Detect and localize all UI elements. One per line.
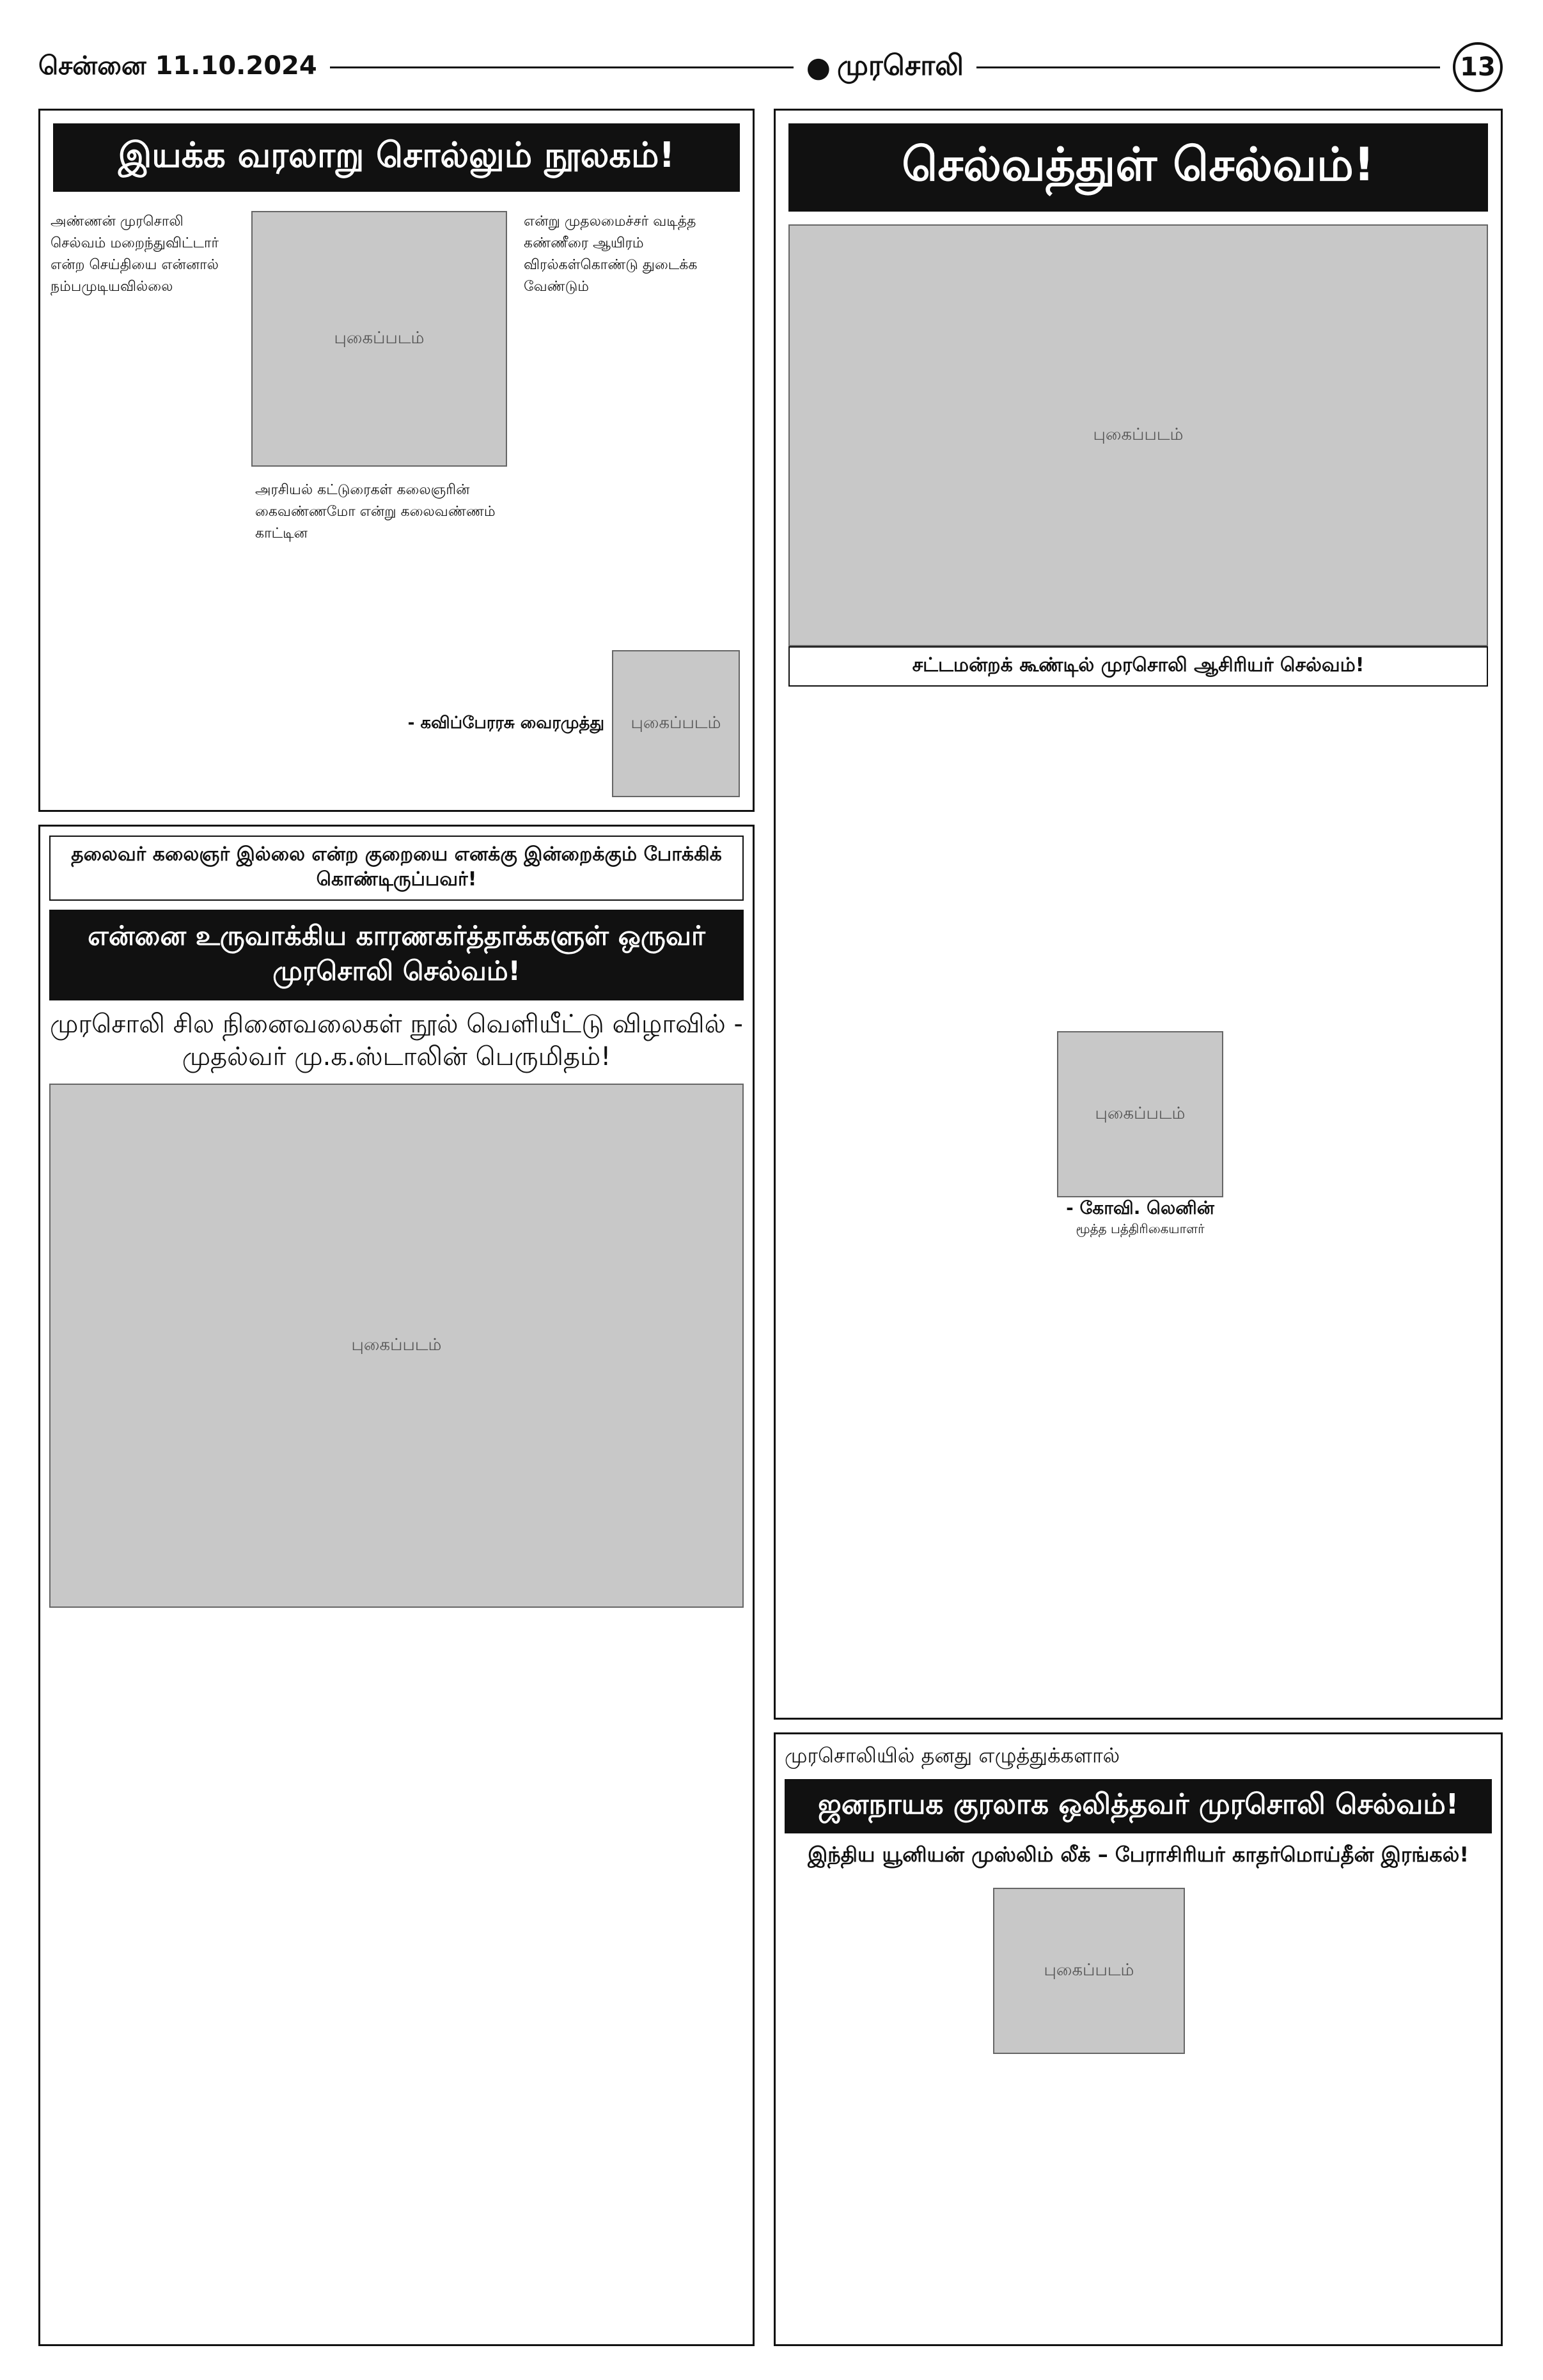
right-top-author: - கோவி. லெனின்	[1066, 1197, 1214, 1218]
header-rule-2	[976, 66, 1440, 68]
masthead-name: முரசொலி	[837, 49, 964, 82]
article-left-mid	[38, 825, 755, 2346]
right-top-title: செல்வத்துள் செல்வம்!	[788, 123, 1488, 212]
right-top-author-role: மூத்த பத்திரிகையாளர்	[1076, 1221, 1205, 1236]
book-release-photo: புகைப்படம்	[49, 1084, 744, 1608]
left-subhead: முரசொலி சில நினைவலைகள் நூல் வெளியீட்டு விழாவில் - முதல்வர் மு.க.ஸ்டாலின் பெருமிதம்!	[49, 1009, 743, 1071]
left-kicker: தலைவர் கலைஞர் இல்லை என்ற குறையை எனக்கு இன்றைக்கும் போக்கிக் கொண்டிருப்பவர்!	[49, 836, 744, 901]
poem-title: இயக்க வரலாறு சொல்லும் நூலகம்!	[53, 123, 740, 192]
right-top-caption: சட்டமன்றக் கூண்டில் முரசொலி ஆசிரியர் செல்வம்!	[788, 646, 1488, 687]
header-rule	[330, 66, 794, 68]
poem-author: - கவிப்பேரரசு வைரமுத்து	[407, 713, 604, 733]
poem-col-2: அரசியல் கட்டுரைகள் கலைஞரின் கைவண்ணமோ என்று கலைவண்ணம் காட்டின	[255, 482, 496, 542]
article-right-bottom	[774, 1732, 1503, 2346]
page-header	[38, 38, 1503, 96]
masthead	[806, 49, 964, 86]
poem-photo: புகைப்படம்	[251, 211, 507, 467]
right-bottom-subhead: இந்திய யூனியன் முஸ்லிம் லீக் – பேராசிரியர் காதர்மொய்தீன் இரங்கல்!	[808, 1842, 1469, 1867]
right-bottom-kicker: முரசொலியில் தனது எழுத்துக்களால்	[785, 1743, 1120, 1768]
page-number: 13	[1453, 42, 1503, 92]
poem-box	[38, 109, 755, 812]
lenin-photo: புகைப்படம்	[1057, 1031, 1223, 1197]
poem-col-3: என்று முதலமைச்சர் வடித்த கண்ணீரை ஆயிரம் விரல்கள்கொண்டு துடைக்க வேண்டும்	[524, 214, 698, 295]
poem-col-1: அண்ணன் முரசொலி செல்வம் மறைந்துவிட்டார் என்ற செய்தியை என்னால் நம்பமுடியவில்லை	[51, 214, 219, 295]
article-right-top	[774, 109, 1503, 1720]
assembly-photo: புகைப்படம்	[788, 224, 1488, 646]
right-bottom-headline: ஜனநாயக குரலாக ஒலித்தவர் முரசொலி செல்வம்!	[785, 1779, 1492, 1833]
kadher-photo: புகைப்படம்	[993, 1888, 1185, 2054]
author-photo: புகைப்படம்	[612, 650, 740, 797]
left-headline: என்னை உருவாக்கிய காரணகர்த்தாக்களுள் ஒருவர் முரசொலி செல்வம்!	[49, 910, 744, 1000]
elephant-icon: ●	[806, 51, 831, 84]
issue-date: சென்னை 11.10.2024	[38, 51, 317, 81]
